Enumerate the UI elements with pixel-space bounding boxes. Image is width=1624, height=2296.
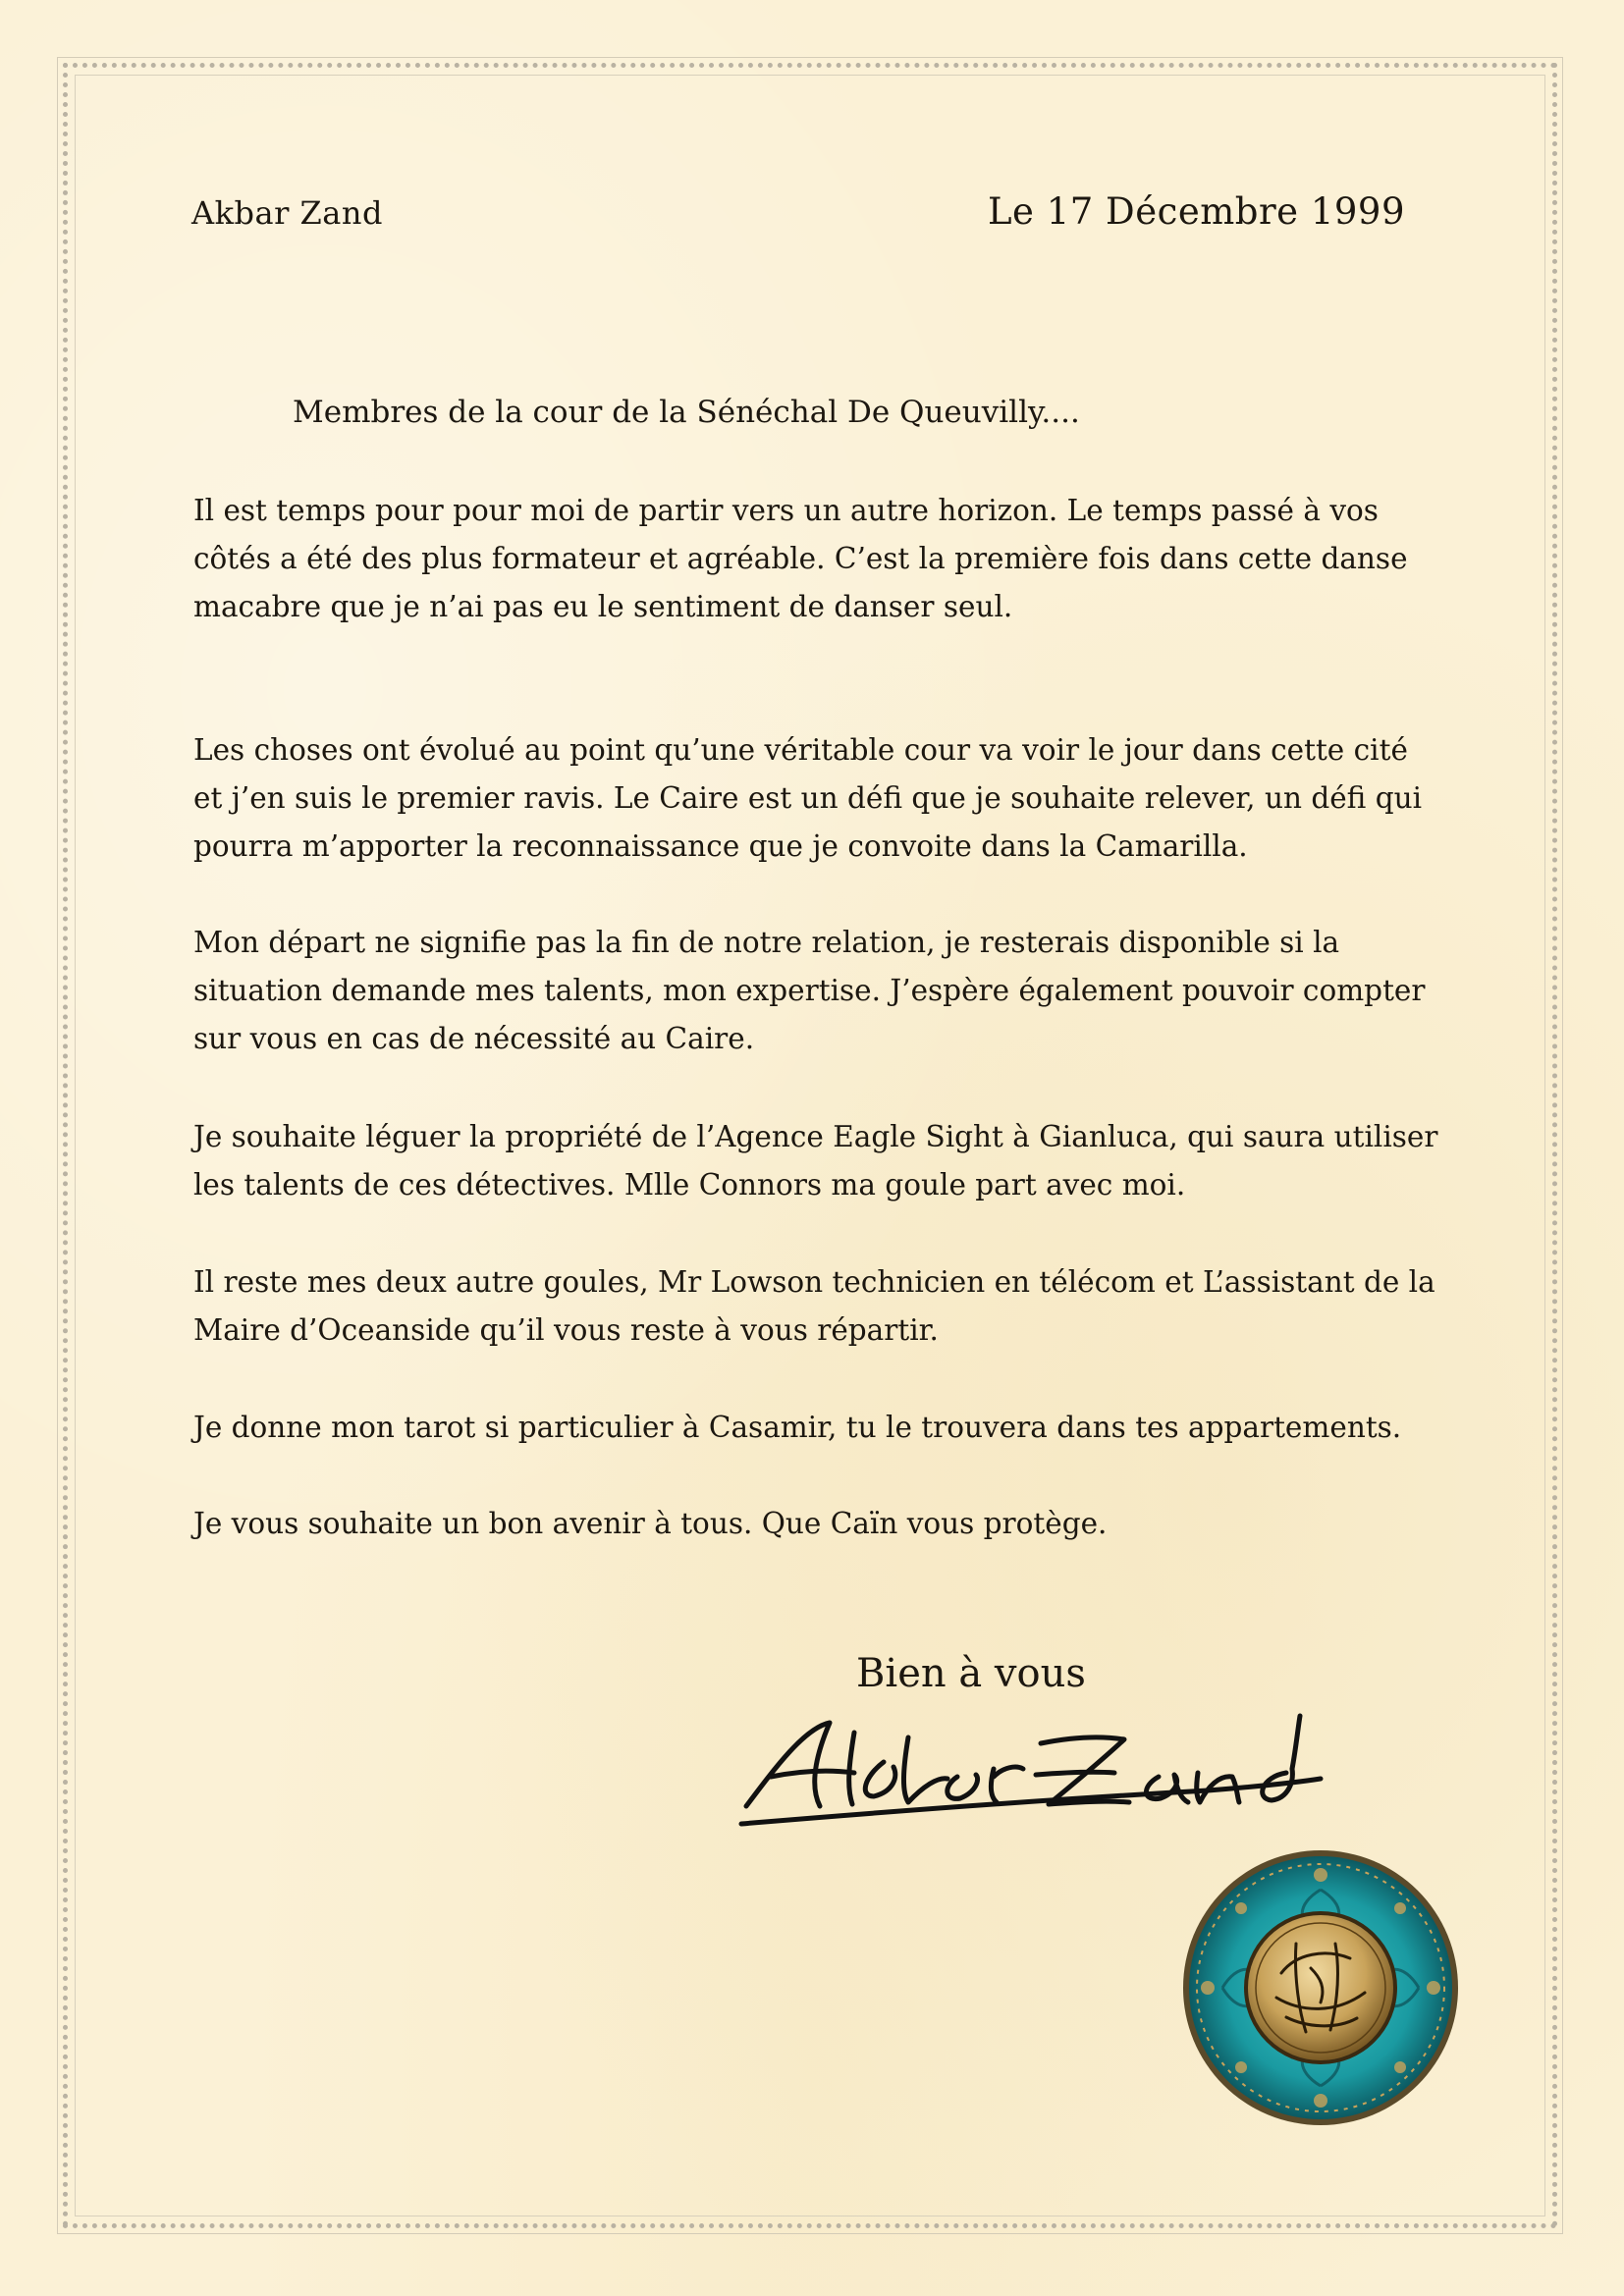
sender-name: Akbar Zand xyxy=(191,194,383,232)
paragraph-text: Il est temps pour pour moi de partir vers un autre horizon. Le temps passé à vos côtés a été des plus formateur et agréable. C’est la première fois dans cette danse macabre que je n’ai pas eu le sentiment de danser seul. xyxy=(193,494,1408,623)
closing-text: Bien à vous xyxy=(856,1651,1086,1696)
paragraph-3 xyxy=(193,919,1440,1063)
signature-icon xyxy=(736,1708,1326,1836)
paragraph-7 xyxy=(193,1500,1440,1548)
paragraph-2 xyxy=(193,726,1440,871)
wax-seal-icon xyxy=(1178,1845,1463,2130)
paragraph-1 xyxy=(193,487,1440,631)
paragraph-text: Je donne mon tarot si particulier à Casamir, tu le trouvera dans tes appartements. xyxy=(193,1411,1402,1444)
salutation: Membres de la cour de la Sénéchal De Queuvilly.... xyxy=(293,395,1080,430)
paragraph-text: Il reste mes deux autre goules, Mr Lowson technicien en télécom et L’assistant de la Maire d’Oceanside qu’il vous reste à vous répartir. xyxy=(193,1265,1435,1347)
paragraph-text: Mon départ ne signifie pas la fin de notre relation, je resterais disponible si la situation demande mes talents, mon expertise. J’espère également pouvoir compter sur vous en cas de nécessité au Caire. xyxy=(193,926,1426,1055)
letter-date: Le 17 Décembre 1999 xyxy=(987,190,1405,233)
paragraph-text: Je vous souhaite un bon avenir à tous. Que Caïn vous protège. xyxy=(193,1507,1108,1540)
paragraph-text: Je souhaite léguer la propriété de l’Agence Eagle Sight à Gianluca, qui saura utiliser les talents de ces détectives. Mlle Connors ma goule part avec moi. xyxy=(193,1120,1438,1201)
paragraph-4 xyxy=(193,1113,1440,1209)
paragraph-5 xyxy=(193,1258,1440,1355)
paragraph-text: Les choses ont évolué au point qu’une véritable cour va voir le jour dans cette cité et j’en suis le premier ravis. Le Caire est un défi que je souhaite relever, un défi qui pourra m’apporter la reconnaissance que je convoite dans la Camarilla. xyxy=(193,733,1423,863)
paragraph-6 xyxy=(193,1404,1440,1452)
